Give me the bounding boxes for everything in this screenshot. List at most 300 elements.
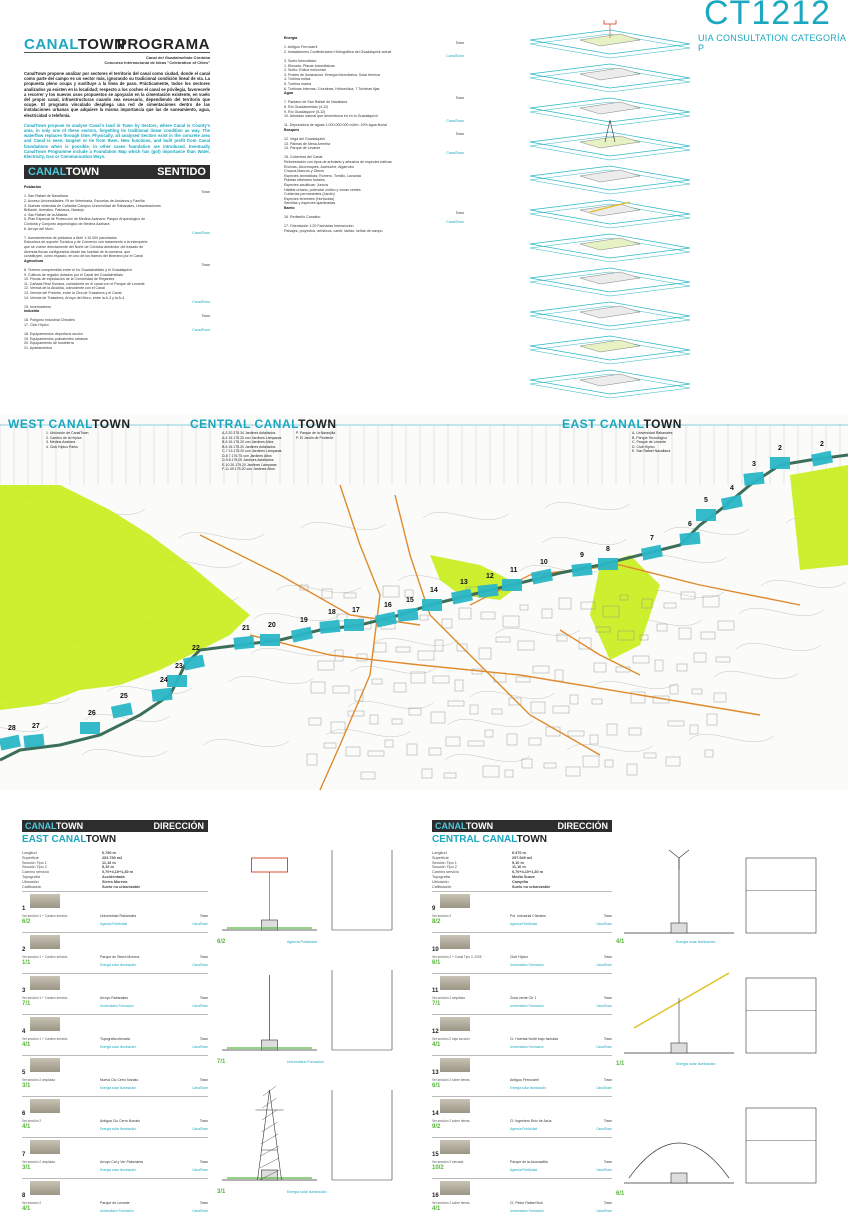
row-tag: Energía solar Iluminación <box>100 963 136 968</box>
legend-item: A-4 15.175.20 con Jardines Lámparas <box>222 435 282 440</box>
figure-fraction: 6/1 <box>616 1191 625 1197</box>
row-location: Cl. Huertas Norte bajo fachada <box>510 1037 559 1042</box>
row-location: Universidad Rabanales <box>100 914 137 919</box>
spec-label: Longitud <box>22 851 37 855</box>
program-list-item: 4. Turbina eólica <box>284 77 311 82</box>
row-photo <box>30 1017 60 1031</box>
sector-number: 13 <box>460 579 468 586</box>
spec-value: 0,70+4,10+1,30 m <box>512 870 544 875</box>
program-list-item: Agua <box>284 91 293 96</box>
lime-area-west <box>0 485 250 710</box>
spec-label: Camino servicio <box>22 870 50 875</box>
sector-number: 2 <box>778 445 782 452</box>
sector-number: 10 <box>540 559 548 566</box>
row-photo <box>30 1058 60 1072</box>
spec-label: Calificación <box>432 884 452 889</box>
row-number: 5 <box>22 1070 26 1077</box>
canal-segment <box>319 620 340 634</box>
row-number: 2 <box>22 947 26 954</box>
program-list-item: Plantas silvestres frutales <box>284 178 325 183</box>
intro-es: CanalTown propone analizar por sectores el territorio del canal como ciudad, donde el canal como parte del campo es un sector más, ignorando su tradicional condición lineal de vía. La propuesta pleno ocupa y sustituye a la línea de paso. Prácticamente, todos los sectores analizados ya existen en la localidad; respecto a los coches el canal se privilegia, favorecerle a recorrer y los nuevos usos propuestos se apoyarán en la cimentación existente, en vuelo del propio canal, infraestructuras cuando sea necesario, dependiendo del territorio que ocupe. El programa vinculado despliega una red de cimentaciones dentro de las instalaciones urbanas que adquiere la misma importancia que las de saneamiento, agua, electricidad o telefonía. <box>24 71 210 118</box>
legend-item: B-5 15.175.20 con Jardines Altos <box>222 440 274 444</box>
canal-segment <box>721 495 743 511</box>
row-description: Ver sección 1 + Camino servicio <box>22 996 68 1001</box>
row-canaltown-label: CanalTown <box>192 1209 208 1214</box>
section-row <box>22 973 208 1012</box>
canal-segment <box>111 703 133 719</box>
spec-value: Campiña <box>512 879 529 884</box>
program-list-item: 16. Rediseño Canalino <box>284 215 321 220</box>
row-location: Parque de la Asomadilla <box>510 1160 548 1165</box>
program-list-item: Hábitat urbano, potenciar cultivo y zonas verdes <box>284 187 361 192</box>
program-list-item: diversas fincas configurados desde las huertas de la comarca, que <box>24 249 131 254</box>
row-number: 4 <box>22 1029 26 1036</box>
program-list-item: 6. Arroyo del Moro <box>24 226 54 231</box>
map-svg <box>0 415 848 790</box>
row-number: 10 <box>432 947 439 954</box>
section-row <box>22 1014 208 1053</box>
row-town-label: Town <box>199 955 208 960</box>
row-description: Ver sección 1 + Camino servicio <box>22 914 68 919</box>
west-canaltown-title: WEST CANALTOWN <box>8 417 131 431</box>
program-list-item: 21. Apartamentos <box>24 346 53 351</box>
figure-tag: Energía solar Iluminación <box>676 1062 716 1066</box>
row-photo <box>440 1058 470 1072</box>
legend-item: P. El Jardín de Poniente <box>296 435 334 440</box>
axo-layer <box>530 268 690 296</box>
canal-segment <box>743 472 764 486</box>
row-canaltown-label: CanalTown <box>596 1127 612 1132</box>
legend-item: 3. Medina Azahara <box>46 440 76 444</box>
row-description: Ver sección 2 + Canal Tipo 3, 2005 <box>432 955 482 960</box>
sector-number: 26 <box>88 710 96 717</box>
program-list-item: CanalTown <box>446 150 464 155</box>
east-section-figures <box>212 840 417 1200</box>
east-legend <box>632 431 702 454</box>
row-tag: Universitario Formación <box>510 1004 544 1009</box>
canal-segment <box>260 634 280 646</box>
section-drawing <box>222 850 392 930</box>
central-direccion-panel <box>432 820 612 1217</box>
program-list-item: CanalTown <box>446 54 464 59</box>
sector-number: 11 <box>510 567 518 574</box>
legend-item: D. Club Hípico <box>632 444 655 449</box>
program-list-item: 7. Pantano de San Rafael de Navallana <box>284 100 348 105</box>
east-canaltown-title: EAST CANALTOWN <box>562 417 682 431</box>
axo-layer <box>530 336 690 364</box>
spec-label: Calificación <box>22 884 42 889</box>
spec-value: Sierra Morena <box>102 879 128 884</box>
program-list-item: 2. Suelo: Eólica horizontal <box>284 68 326 73</box>
row-tag: Energía solar Iluminación <box>100 1168 136 1173</box>
program-list-item: Town <box>455 40 464 45</box>
row-photo <box>30 894 60 908</box>
program-list-item: 3. Suelo fotovoltaico <box>284 58 317 63</box>
canal-segment <box>571 563 592 577</box>
central-legend-2 <box>296 431 356 440</box>
programa-line1: Canal del Guadalmellato Córdoba <box>145 55 210 60</box>
row-photo <box>440 935 470 949</box>
program-list-item: 12. Vega del Guadalquivir <box>284 137 326 142</box>
legend-item: E-10 20.175.20 Jardines Lámparas <box>222 462 277 467</box>
row-town-label: Town <box>603 1201 612 1206</box>
program-list-item: Barrio <box>284 205 295 210</box>
row-description: Ver sección 2 ampliada <box>22 1160 55 1165</box>
legend-item: P. Parque de la Naranjilla <box>296 431 336 435</box>
program-list-item: 6. Turbinas internas: 3 turbinas, Hidroeólica, 7 Turbinas fijas <box>284 86 380 91</box>
row-fraction: 6/1 <box>432 1083 441 1090</box>
row-photo <box>30 1099 60 1113</box>
row-canaltown-label: CanalTown <box>596 1045 612 1050</box>
legend-item: D-9 8.175.00 Jardines Asfaltados <box>222 458 274 462</box>
program-list-2 <box>284 36 464 234</box>
row-town-label: Town <box>199 1119 208 1124</box>
row-description: Ver sección 2 <box>22 1201 42 1206</box>
row-description: Ver sección 2 sobre tierras <box>432 1201 470 1206</box>
row-photo <box>30 1181 60 1195</box>
section-row <box>432 932 612 971</box>
row-description: Ver sección 1 + Camino servicio <box>22 955 68 960</box>
program-list-item: 2. Instalaciones Confederación Hidrográfica del Guadalquivir actual <box>284 49 392 54</box>
row-description: Ver sección 2 <box>22 1119 42 1124</box>
sector-number: 24 <box>160 677 168 684</box>
row-fraction: 8/2 <box>432 919 441 926</box>
row-location: Parque de Sierra Morena <box>100 955 140 960</box>
row-tag: Universitario Formación <box>100 1209 134 1214</box>
row-tag: Energía solar Iluminación <box>510 1086 546 1091</box>
row-description: Ver sección 1 + Camino servicio <box>22 1037 68 1042</box>
row-town-label: Town <box>603 955 612 960</box>
canal-segment <box>291 627 313 643</box>
sector-number: 3 <box>752 461 756 468</box>
program-list-item: Industria <box>24 309 40 314</box>
spec-value: 297.949 m2 <box>512 855 533 860</box>
section-row <box>22 1137 208 1176</box>
program-list-item: 9. Cultivos de regadío dotados por el Canal del Guadalmellato <box>24 272 124 277</box>
sector-number: 19 <box>300 617 308 624</box>
sector-number: 5 <box>704 497 708 504</box>
program-list-item: 1. San Rafael de Navallana <box>24 194 68 199</box>
program-list-item: Agricultura <box>24 258 44 263</box>
intro-en: CanalTown propose to analyse Canal´s land in Town by Sectors, where Canal is County's area, in only one of these sectors, forgetting its traditional linear condition as way. The waterflow replaces through time. Physically, all analysed Sectors exist in the concrete area and Canal is seen, tangent or tie from them. New functions, and built profit from Canal foundations when is possible, in other cases foundation are introduced. Eventually CanalTown Programme include a Foundation Map which has (got) importance than Water, Electricity, Gas or Communication Ways. <box>24 122 210 160</box>
canal-segment <box>502 579 522 591</box>
spec-label: Camino servicio <box>432 870 460 875</box>
row-town-label: Town <box>603 914 612 919</box>
sector-number: 25 <box>120 693 128 700</box>
program-list-item: CanalTown <box>446 118 464 123</box>
row-town-label: Town <box>603 1037 612 1042</box>
row-number: 3 <box>22 988 26 995</box>
program-list-item: Town <box>201 189 210 194</box>
row-tag: Energía solar Iluminación <box>100 1045 136 1050</box>
programa-header: CANALTOWN PROGRAMA <box>24 36 210 53</box>
west-legend <box>46 431 136 449</box>
row-canaltown-label: CanalTown <box>596 1004 612 1009</box>
spec-value: 11,10 m <box>512 865 526 870</box>
lime-area-east-1 <box>590 555 660 660</box>
axo-layer <box>530 302 690 330</box>
row-photo <box>30 935 60 949</box>
row-description: Ver sección 2 elevada <box>432 1160 464 1165</box>
row-canaltown-label: CanalTown <box>596 922 612 927</box>
section-row <box>22 932 208 971</box>
row-fraction: 1/1 <box>22 960 31 967</box>
row-number: 15 <box>432 1152 439 1159</box>
sector-number: 27 <box>32 723 40 730</box>
row-tag: Agencia Publicidad <box>510 1127 538 1132</box>
row-fraction: 4/1 <box>432 1042 441 1049</box>
spec-row <box>432 885 612 890</box>
axo-layer <box>530 166 690 194</box>
row-description: Ver sección 2 <box>432 914 452 919</box>
spec-label: Superficie <box>432 855 449 860</box>
row-town-label: Town <box>603 996 612 1001</box>
row-number: 14 <box>432 1111 439 1118</box>
row-town-label: Town <box>603 1119 612 1124</box>
legend-item: C-7 13.175.20 con Jardines Lámparas <box>222 449 282 453</box>
program-list-item: Town <box>455 210 464 215</box>
row-number: 8 <box>22 1193 26 1200</box>
section-row <box>22 891 208 930</box>
spec-label: Sección Tipo 1 <box>432 860 457 865</box>
canal-segment <box>80 722 100 734</box>
program-list-item: 19. Equipamientos polivalentes urbanos <box>24 336 88 341</box>
row-fraction: 7/1 <box>22 1001 31 1008</box>
row-description: Ver sección 2 ampliada <box>432 996 465 1001</box>
program-list-item: 9. Río Guadalquivir (5-12) <box>284 109 326 114</box>
central-rows <box>432 891 612 1217</box>
east-rows <box>22 891 208 1217</box>
row-tag: Universitario Formación <box>510 963 544 968</box>
sector-number: 16 <box>384 602 392 609</box>
sector-number: 28 <box>8 725 16 732</box>
section-row <box>432 1096 612 1135</box>
program-list-item: 5. Turbina marea <box>284 81 312 86</box>
row-canaltown-label: CanalTown <box>192 922 208 927</box>
legend-item: D-8 7.176.75 con Jardines Altos <box>222 453 272 458</box>
program-list-item: 17. Orientación 1:20 Fachadas Intersección <box>284 224 354 229</box>
row-fraction: 4/1 <box>22 1124 31 1131</box>
programa-panel <box>24 36 210 351</box>
row-location: Cl. Ingeniero Ruiz de Azúa <box>510 1119 552 1124</box>
row-location: Arroyo Rabanales <box>100 996 129 1001</box>
program-list-item: 1. Elevado: Placas fotovoltaicas <box>284 63 335 68</box>
sector-number: 22 <box>192 645 200 652</box>
row-fraction: 3/1 <box>22 1083 31 1090</box>
program-list-item: CanalTown <box>192 327 210 332</box>
program-list-item: Córdoba y Conjunto arqueológico de Medina Azahara <box>24 222 110 226</box>
sector-number: 21 <box>242 625 250 632</box>
program-list-item: que se vuelve directamente del Norte de Córdoba alrededor del trazado de <box>24 244 144 249</box>
program-list-item: 13. Vereda del Pretorio, entre la Ctra.de Trassierra y el Canal <box>24 290 122 295</box>
program-list-item: CanalTown <box>192 231 210 236</box>
spec-value: Media Suave <box>512 874 536 879</box>
spec-value: 0,70+4,10+1,30 m <box>102 870 134 875</box>
spec-value: Suelo no urbanizable <box>102 884 141 889</box>
canal-segment <box>344 619 364 631</box>
section-row <box>432 1137 612 1176</box>
spec-label: Ubicación <box>432 879 449 884</box>
figure-tag: Energía solar Iluminación <box>676 940 716 944</box>
row-fraction: 6/2 <box>22 919 31 926</box>
row-town-label: Town <box>199 1037 208 1042</box>
row-tag: Agencia Publicidad <box>100 922 128 927</box>
row-location: Antigua Ciu Cerro Nonato <box>100 1119 141 1124</box>
program-list-item: Town <box>455 132 464 137</box>
row-number: 7 <box>22 1152 26 1159</box>
row-tag: Energía solar Iluminación <box>100 1086 136 1091</box>
row-photo <box>440 894 470 908</box>
program-list-item: 1. Antiguo Ferrocarril <box>284 45 318 50</box>
sector-number: 2 <box>820 441 824 448</box>
program-list-item: Town <box>201 263 210 268</box>
row-photo <box>440 1140 470 1154</box>
canal-segment <box>770 457 790 469</box>
spec-label: Topografía <box>22 874 40 879</box>
row-canaltown-label: CanalTown <box>192 1168 208 1173</box>
axo-layer <box>530 200 690 228</box>
row-number: 11 <box>432 988 439 995</box>
spec-value: 6.790 m <box>102 851 116 855</box>
canal-segment <box>679 532 700 546</box>
program-list-item: CanalTown <box>192 300 210 305</box>
canal-segment <box>233 636 254 650</box>
spec-value: 203.790 m2 <box>102 855 123 860</box>
row-description: Ver sección 2 bajo sección <box>432 1037 470 1042</box>
row-tag: Universitario Formación <box>510 1209 544 1214</box>
spec-label: Longitud <box>432 851 447 855</box>
sector-number: 18 <box>328 609 336 616</box>
row-town-label: Town <box>199 1201 208 1206</box>
sector-number: 8 <box>606 546 610 553</box>
spec-row <box>22 885 208 890</box>
row-number: 1 <box>22 906 26 913</box>
spec-label: Sección Tipo 2 <box>432 865 457 870</box>
row-location: Pol. Industrial Chinales <box>510 914 546 919</box>
central-subtitle: CENTRAL CANALTOWN <box>432 834 547 845</box>
program-list-item: 10. Fincas de explotación de la Comunidad de Regantes <box>24 277 115 282</box>
program-list-item: 5. Plan Especial de Protección de Medina Azahara: Parque Arqueológico de <box>24 217 146 222</box>
axo-layer <box>530 370 690 398</box>
program-list-item: Encinas, Alcornoques, Acebuche, Algarrobo <box>284 164 354 169</box>
legend-item: 1. Ubicación de CanalTown <box>46 431 89 435</box>
row-town-label: Town <box>199 996 208 1001</box>
sector-number: 23 <box>175 663 183 670</box>
row-photo <box>440 1181 470 1195</box>
program-list-item: 14. Parque de Levante <box>284 146 321 151</box>
row-canaltown-label: CanalTown <box>192 1127 208 1132</box>
program-list-item: 7. Asentamientos de poblados a Abril 1:10.000 parcelados <box>24 235 117 240</box>
section-drawing <box>624 850 816 933</box>
spec-label: Sección Tipo 2 <box>22 865 47 870</box>
program-list-item: Cubiertas permanentes (Jardín) <box>284 192 335 197</box>
figure-tag: Universitario Formación <box>287 1060 324 1064</box>
row-number: 16 <box>432 1193 439 1200</box>
figure-tag: Energía solar Iluminación <box>287 1190 327 1194</box>
row-town-label: Town <box>199 1160 208 1165</box>
legend-item: E. San Rafael Navallana <box>632 449 671 453</box>
axonometric-stack <box>520 20 700 400</box>
sector-number: 9 <box>580 552 584 559</box>
project-code: CT1212 <box>704 0 831 32</box>
sector-number: 14 <box>430 587 438 594</box>
axo-layer <box>530 20 690 58</box>
central-legend <box>222 431 292 472</box>
project-subtitle: UIA CONSULTATION CATEGORÍA P <box>698 33 846 53</box>
figure-fraction: 1/1 <box>616 1061 625 1067</box>
legend-item: A. Universidad Rabanales <box>632 431 673 435</box>
axo-layer <box>530 98 690 126</box>
row-photo <box>440 976 470 990</box>
program-list-item: Bosques <box>284 127 300 132</box>
legend-item: A-3 20.375.34 Jardines Asfaltados <box>222 431 276 435</box>
row-canaltown-label: CanalTown <box>192 963 208 968</box>
spec-value: 5,10 m <box>512 860 524 865</box>
row-fraction: 9/2 <box>432 1124 441 1131</box>
central-canaltown-title: CENTRAL CANALTOWN <box>190 417 337 431</box>
canal-segment <box>696 509 716 521</box>
row-town-label: Town <box>603 1160 612 1165</box>
program-list-item: Estructura de soporte Turística y de Comercio con tratamiento a la intemperie <box>24 240 148 245</box>
legend-item: B. Parque Tecnológico <box>632 435 667 440</box>
row-location: Nueva Ciu Cerro Nonato <box>100 1078 139 1083</box>
figure-fraction: 6/2 <box>217 939 226 945</box>
spec-label: Sección Tipo 1 <box>22 860 47 865</box>
row-fraction: 4/1 <box>432 1206 441 1213</box>
legend-item: 2. Cambio de la Hípica <box>46 435 82 440</box>
row-town-label: Town <box>199 1078 208 1083</box>
canal-segment <box>531 569 553 585</box>
row-fraction: 4/1 <box>22 1206 31 1213</box>
canal-segment <box>23 734 44 748</box>
row-location: Zona verde Ctr 1 <box>510 996 537 1001</box>
canal-segment <box>422 599 442 611</box>
row-fraction: 7/1 <box>432 1001 441 1008</box>
east-subtitle: EAST CANALTOWN <box>22 834 117 845</box>
row-location: Antiguo Ferrocarril <box>510 1078 539 1083</box>
spec-value: Suelo no urbanizable <box>512 884 551 889</box>
row-canaltown-label: CanalTown <box>596 963 612 968</box>
lime-area-east-2 <box>790 465 848 570</box>
section-drawing <box>624 973 816 1053</box>
axo-layer <box>530 234 690 262</box>
sector-number: 7 <box>650 535 654 542</box>
sentido-bar: CANALTOWN SENTIDO <box>24 165 210 179</box>
central-section-figures <box>616 840 848 1200</box>
section-row <box>22 1178 208 1217</box>
program-list-item: Brillante, Arenales, Patriarca, Naranjo <box>24 208 84 213</box>
row-photo <box>30 976 60 990</box>
program-list-item: 15. Invernaderos <box>24 304 51 309</box>
canal-segment <box>151 688 172 702</box>
section-drawing <box>624 1108 816 1183</box>
program-list-item: Energía <box>284 36 298 40</box>
sector-number: 4 <box>730 485 734 492</box>
sector-number: 12 <box>486 573 494 580</box>
program-list-item: 12. Vereda de la Alcaidía, coincidente con el Canal <box>24 286 105 291</box>
program-list-item: 3. Postes de iluminación: Energía fotovoltaica, Solar térmica <box>284 72 380 77</box>
canal-segment <box>598 558 618 570</box>
row-canaltown-label: CanalTown <box>596 1168 612 1173</box>
canal-segment <box>477 584 498 598</box>
program-list-item: 2. Acceso Universidades: Rt an Veterinaria, Escuelas de Ancianos y Familia <box>24 199 145 204</box>
program-list-item: 8. Terreno comprendido entre el río Guadalmellato y el Guadalquivir <box>24 267 133 272</box>
section-row <box>22 1096 208 1135</box>
program-list-item: Especies aromáticas: Romero, Tomillo, Lavanda <box>284 173 361 178</box>
row-canaltown-label: CanalTown <box>596 1209 612 1214</box>
central-direccion-bar: CANALTOWN DIRECCIÓN <box>432 820 612 832</box>
east-specs <box>22 851 208 889</box>
